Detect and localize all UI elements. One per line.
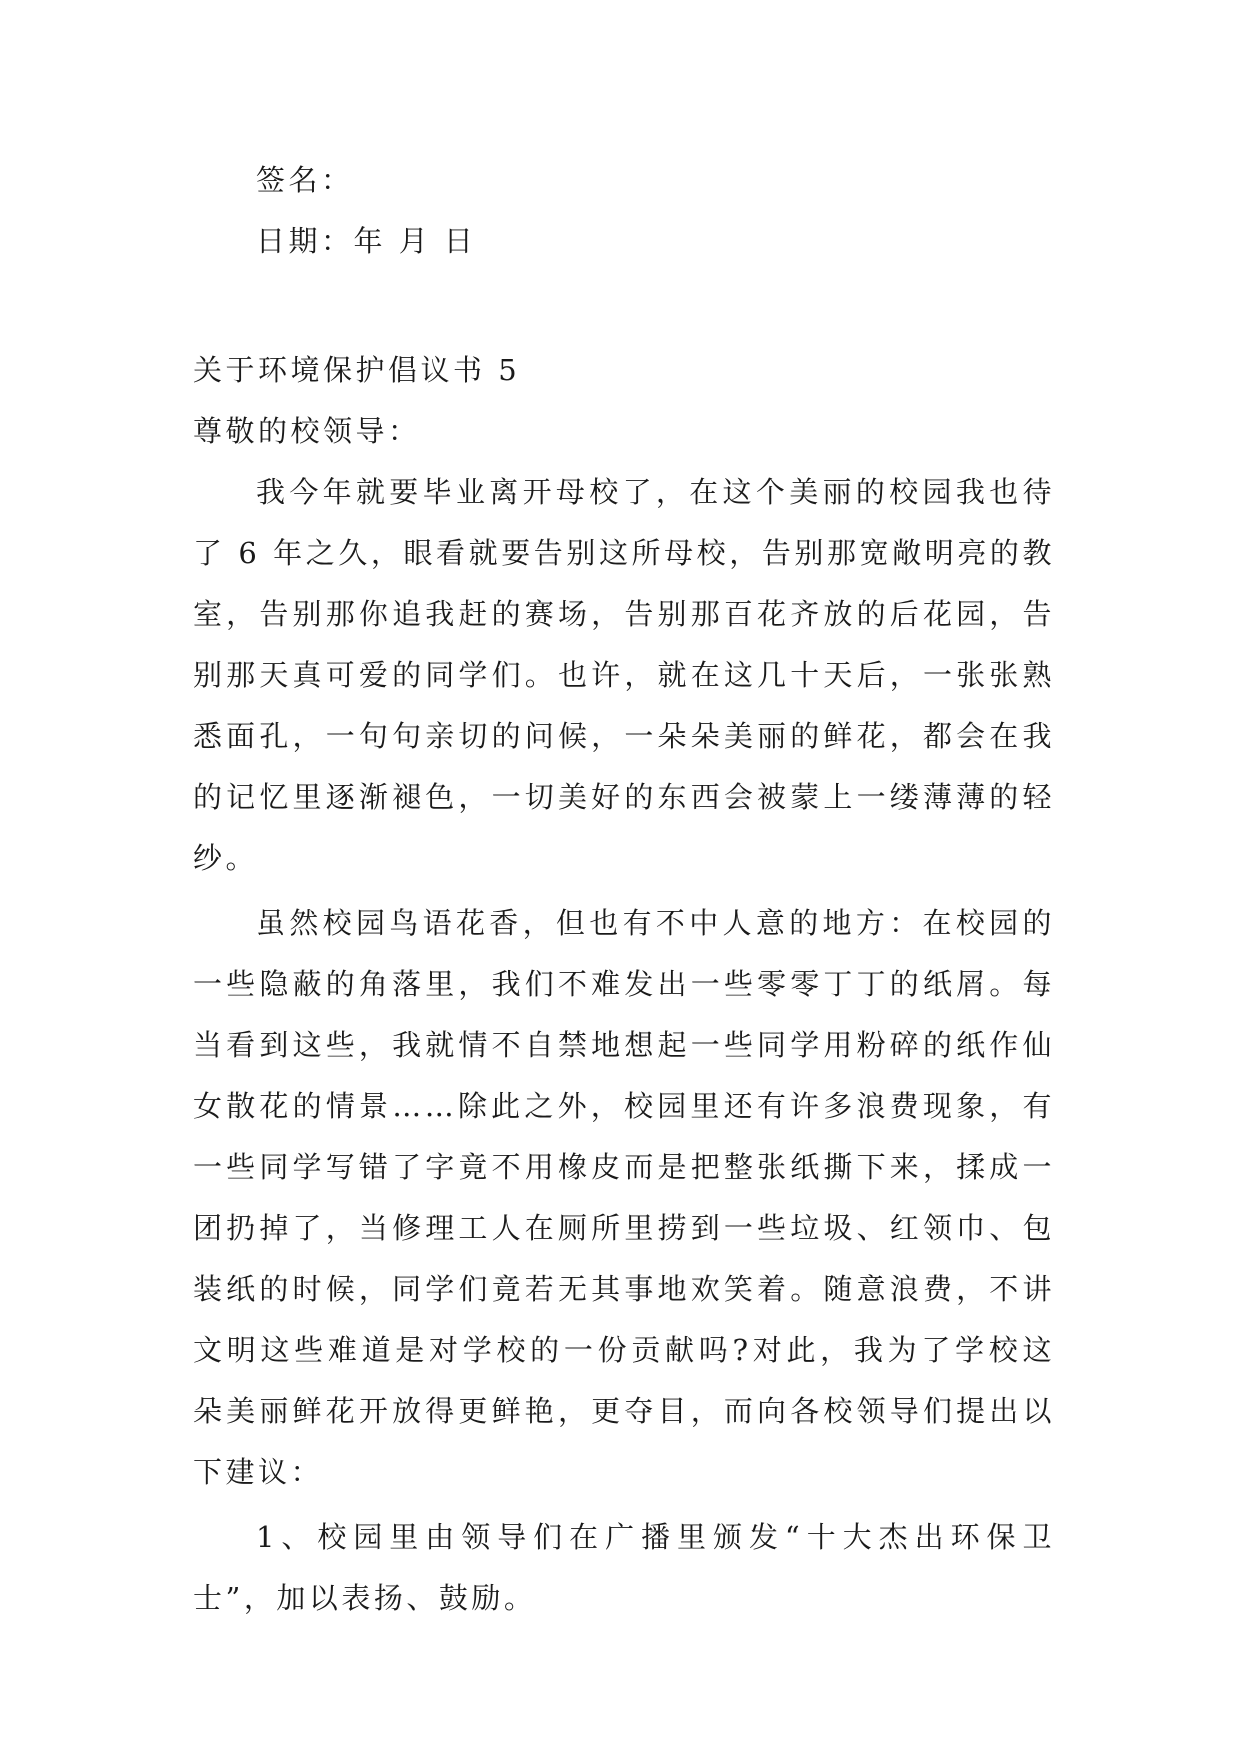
body-paragraph-3: 1、校园里由领导们在广播里颁发“十大杰出环保卫士”，加以表扬、鼓励。 bbox=[193, 1520, 1055, 1615]
salutation: 尊敬的校领导： bbox=[193, 414, 421, 448]
document-title: 关于环境保护倡议书 5 bbox=[193, 353, 521, 387]
body-paragraph-2: 虽然校园鸟语花香，但也有不中人意的地方：在校园的一些隐蔽的角落里，我们不难发出一些零零丁丁的纸屑。每当看到这些，我就情不自禁地想起一些同学用粉碎的纸作仙女散花的情景……除此之外，校园里还有许多浪费现象，有一些同学写错了字竟不用橡皮而是把整张纸撕下来，揉成一团扔掉了，当修理工人在厕所里捞到一些垃圾、红领巾、包装纸的时候，同学们竟若无其事地欢笑着。随意浪费，不讲文明这些难道是对学校的一份贡献吗?对此，我为了学校这朵美丽鲜花开放得更鲜艳，更夺目，而向各校领导们提出以下建议： bbox=[193, 906, 1055, 1489]
document-page bbox=[193, 150, 1055, 1629]
signature-label: 签名： bbox=[256, 163, 354, 197]
body-paragraph-1: 我今年就要毕业离开母校了，在这个美丽的校园我也待了 6 年之久，眼看就要告别这所母校，告别那宽敞明亮的教室，告别那你追我赶的赛场，告别那百花齐放的后花园，告别那天真可爱的同学们。也许，就在这几十天后，一张张熟悉面孔，一句句亲切的问候，一朵朵美丽的鲜花，都会在我的记忆里逐渐褪色，一切美好的东西会被蒙上一缕薄薄的轻纱。 bbox=[193, 475, 1055, 875]
date-line: 日期：年 月 日 bbox=[256, 224, 477, 258]
